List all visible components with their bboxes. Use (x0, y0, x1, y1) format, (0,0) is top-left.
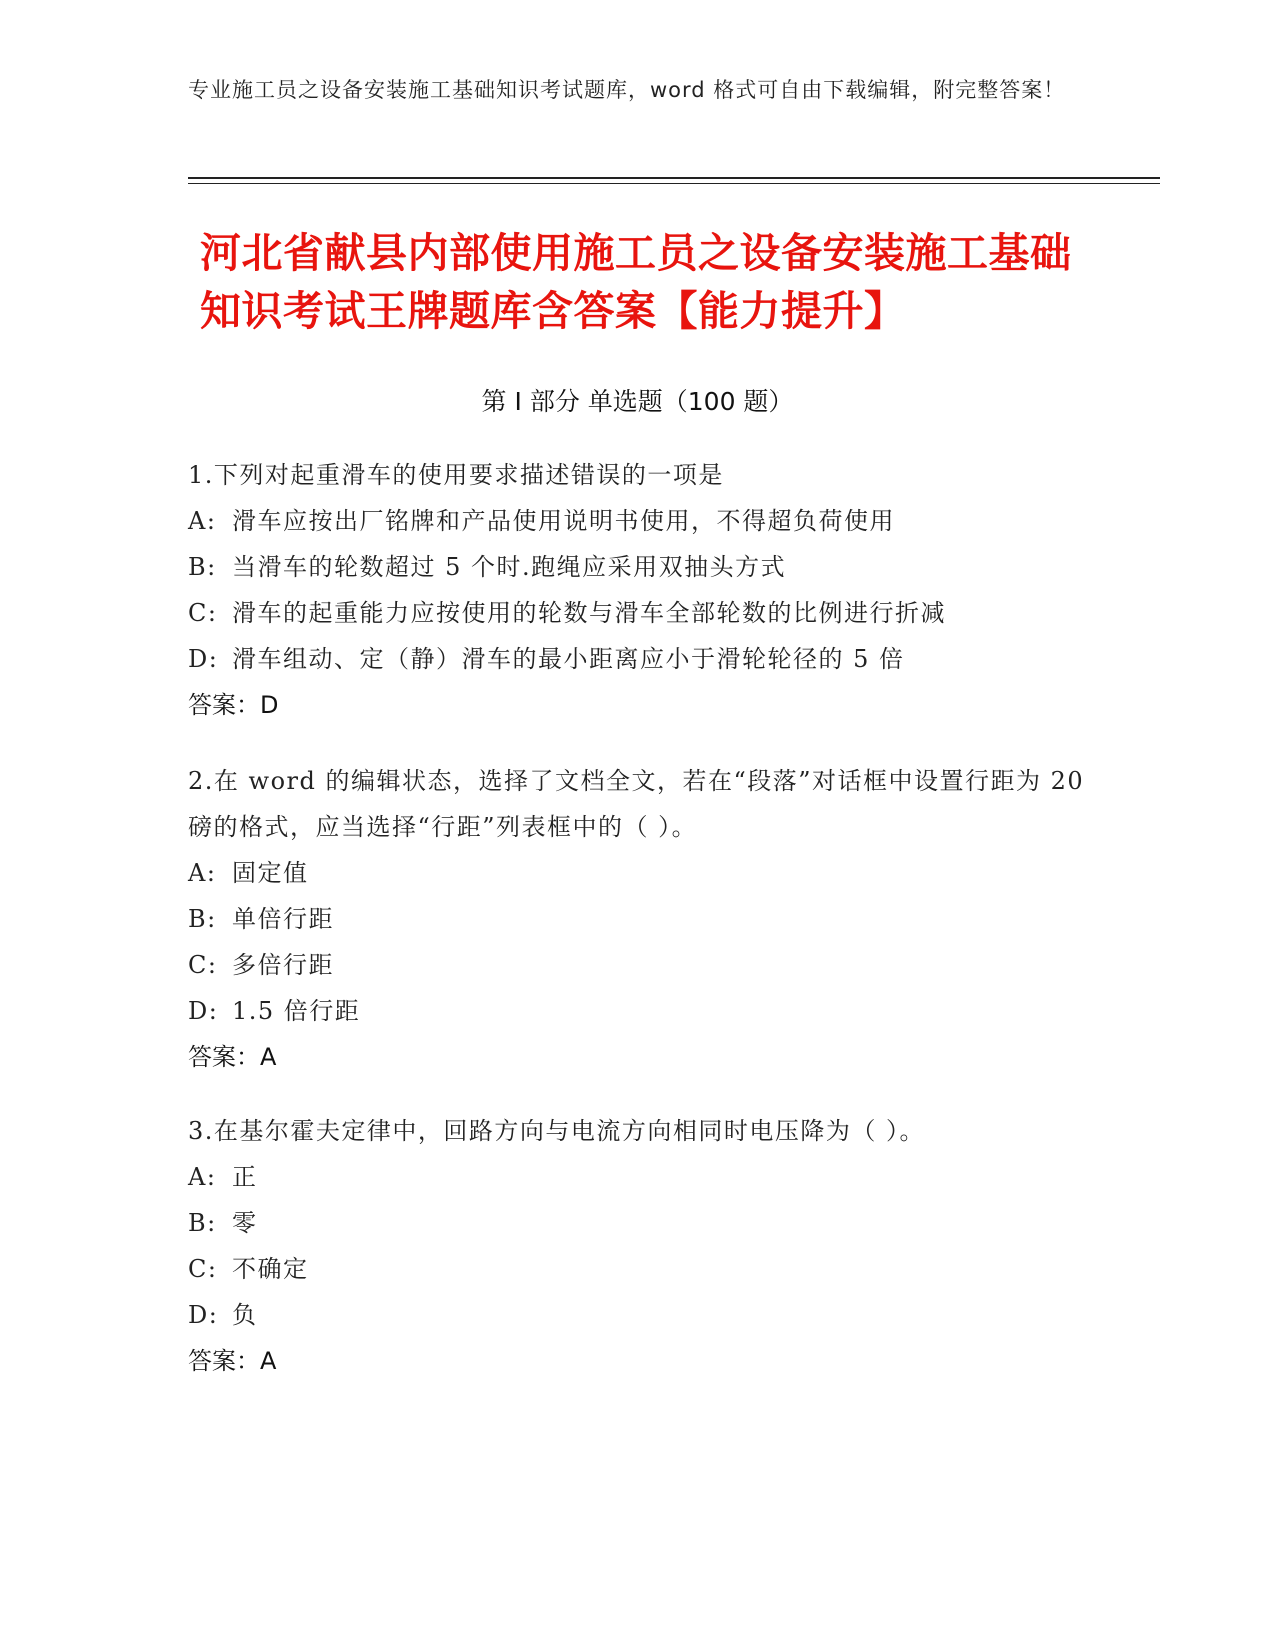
option-letter: A: (188, 859, 217, 887)
option-text: 单倍行距 (232, 905, 334, 933)
option-text: 固定值 (232, 859, 309, 887)
option-d (188, 636, 1088, 682)
option-a (188, 850, 1088, 896)
option-b (188, 544, 1088, 590)
option-letter: B: (188, 1209, 217, 1237)
section-heading: 第 I 部分 单选题（100 题） (481, 387, 794, 416)
option-letter: C: (188, 951, 218, 979)
option-text: 滑车应按出厂铭牌和产品使用说明书使用，不得超负荷使用 (232, 507, 895, 535)
option-letter: B: (188, 553, 217, 581)
option-text: 滑车的起重能力应按使用的轮数与滑车全部轮数的比例进行折减 (232, 599, 946, 627)
question-stem: 3.在基尔霍夫定律中，回路方向与电流方向相同时电压降为（ ）。 (188, 1117, 926, 1145)
question-2 (188, 758, 1088, 1080)
option-letter: D: (188, 1301, 219, 1329)
option-text: 1.5 倍行距 (232, 997, 361, 1025)
answer-line: 答案：A (188, 1347, 277, 1375)
header-note: 专业施工员之设备安装施工基础知识考试题库，word 格式可自由下载编辑，附完整答案！ (188, 78, 1066, 102)
header-divider-thin (188, 183, 1160, 184)
option-c (188, 590, 1088, 636)
document-title: 河北省献县内部使用施工员之设备安装施工基础知识考试王牌题库含答案【能力提升】 (200, 229, 1072, 335)
question-stem: 1.下列对起重滑车的使用要求描述错误的一项是 (188, 461, 724, 489)
option-letter: C: (188, 599, 218, 627)
option-letter: B: (188, 905, 217, 933)
option-text: 不确定 (232, 1255, 309, 1283)
answer-line: 答案：A (188, 1043, 277, 1071)
option-letter: D: (188, 997, 219, 1025)
question-stem: 2.在 word 的编辑状态，选择了文档全文，若在“段落”对话框中设置行距为 20 磅的格式，应当选择“行距”列表框中的（ ）。 (188, 767, 1085, 841)
answer-line: 答案：D (188, 691, 279, 719)
option-a (188, 1154, 1088, 1200)
option-d (188, 1292, 1088, 1338)
option-c (188, 942, 1088, 988)
option-text: 当滑车的轮数超过 5 个时.跑绳应采用双抽头方式 (232, 553, 787, 581)
option-text: 滑车组动、定（静）滑车的最小距离应小于滑轮轮径的 5 倍 (232, 645, 905, 673)
option-c (188, 1246, 1088, 1292)
option-a (188, 498, 1088, 544)
option-letter: D: (188, 645, 219, 673)
question-3 (188, 1108, 1088, 1384)
option-text: 多倍行距 (232, 951, 334, 979)
header-divider-thick (188, 177, 1160, 179)
option-b (188, 896, 1088, 942)
option-letter: C: (188, 1255, 218, 1283)
question-1 (188, 452, 1088, 728)
option-letter: A: (188, 507, 217, 535)
option-b (188, 1200, 1088, 1246)
option-text: 零 (232, 1209, 258, 1237)
option-letter: A: (188, 1163, 217, 1191)
option-text: 正 (232, 1163, 258, 1191)
option-text: 负 (232, 1301, 258, 1329)
option-d (188, 988, 1088, 1034)
